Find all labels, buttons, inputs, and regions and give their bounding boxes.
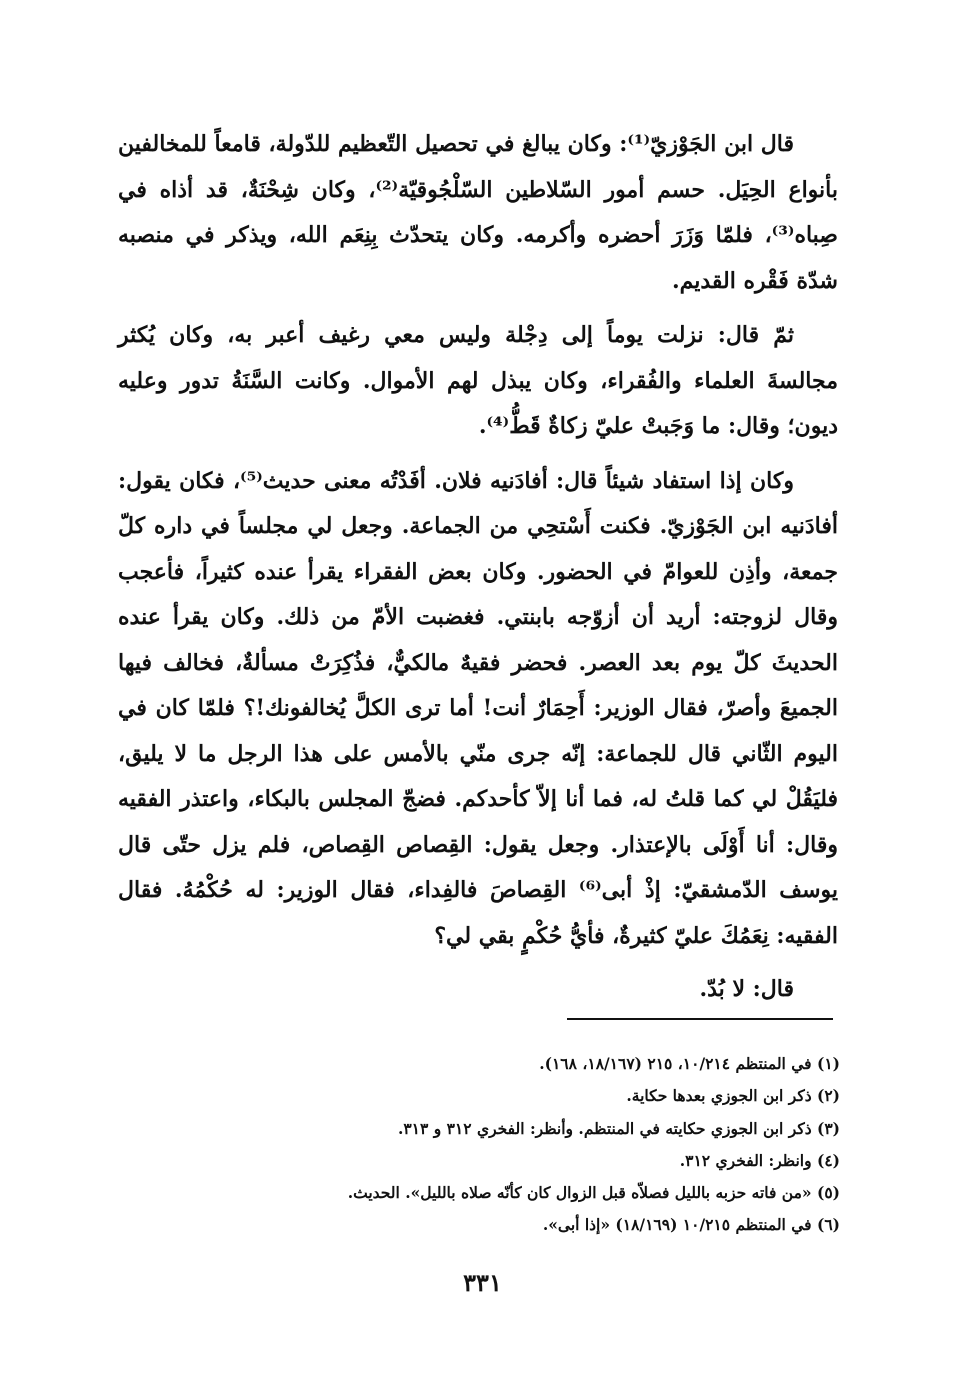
- page-number: ٣٣١: [463, 1268, 502, 1297]
- footnote-2: (٢) ذكر ابن الجوزي بعدها حكاية.: [626, 1086, 840, 1106]
- footnote-5: (٥) «من فاته حزبه بالليل فصلاّه قبل الزوال كان كأنّه صلاه بالليل». الحديث.: [347, 1183, 840, 1203]
- main-text: [118, 122, 838, 1013]
- paragraph-3: وكان إذا استفاد شيئاً قال: أفادَنيه فلان. أفَدْتُه معنى حديث⁽⁵⁾، فكان يقول: أفادَنيه ابن الجَوْزيّ. فكنت أَسْتحِي من الجماعة. وجعل لي مجلساً في داره كلّ جمعة، وأذِن للعوامّ في الحضور. وكان بعض الفقراء يقرأ عنده كثيراً، فأعجب وقال لزوجته: أريد أن أزوّجه بابنتي. فغضبت الأمّ من ذلك. وكان يقرأ عنده الحديثَ كلّ يوم بعد العصر. فحضر فقيهٌ مالكيٌّ، فذُكِرَتْ مسألةٌ، فخالف فيها الجميعَ وأصرّ، فقال الوزير: أَحِمَارٌ أنت! أما ترى الكلَّ يُخالفونك!؟ فلمّا كان في اليوم الثّاني قال للجماعة: إنّه جرى منّي بالأمس على هذا الرجل ما لا يليق، فليَقُلْ لي كما قلتُ له، فما أنا إلاّ كأحدكم. فضجّ المجلس بالبكاء، واعتذر الفقيه وقال: أنا أَوْلَى بالإعتذار. وجعل يقول: القِصاص القِصاص، فلم يزل حتّى قال يوسف الدّمشقيّ: إذْ أبى⁽⁶⁾ القِصاصَ فالفِداء، فقال الوزير: له حُكْمُهُ. فقال الفقيه: نِعَمُكَ عليّ كثيرةٌ، فأيُّ حُكْمٍ بقي لي؟: [118, 467, 839, 949]
- footnote-separator: [567, 1018, 833, 1020]
- footnote-1: (١) في المنتظم ١٠/٢١٤، ٢١٥ (١٨/١٦٧، ١٦٨).: [539, 1054, 840, 1073]
- footnotes: [140, 1048, 840, 1242]
- paragraph-1: قال ابن الجَوْزيّ⁽¹⁾: وكان يبالغ في تحصيل التّعظيم للدّولة، قامعاً للمخالفين بأنواع الحِيَل. حسم أمور السّلاطين السّلْجُوقيّة⁽²⁾، وكان شِحْنَةٌ، قد أذاه في صِباه⁽³⁾، فلمّا وَزَرَ أحضره وأكرمه. وكان يتحدّث بِنِعَم الله، ويذكر في منصبه شدّة فَقْره القديم.: [118, 131, 838, 294]
- footnote-3: (٣) ذكر ابن الجوزي حكايته في المنتظم. وأنظر: الفخري ٣١٢ و ٣١٣.: [397, 1118, 840, 1138]
- footnote-4: (٤) وانظر: الفخري ٣١٢.: [679, 1150, 840, 1170]
- footnote-6: (٦) في المنتظم ١٠/٢١٥ (١٨/١٦٩) «إذا أبى».: [542, 1215, 840, 1235]
- paragraph-2: ثمّ قال: نزلت يوماً إلى دِجْلة وليس معي رغيف أعبر به، وكان يُكثر مجالسةَ العلماء والفُقراء، وكان يبذل لهم الأموال. وكانت السَّنَةُ تدور وعليه ديون؛ وقال: ما وَجَبتْ عليّ زكاةٌ قَطُّ⁽⁴⁾.: [118, 322, 838, 439]
- paragraph-4: قال: لا بُدّ.: [699, 976, 794, 1002]
